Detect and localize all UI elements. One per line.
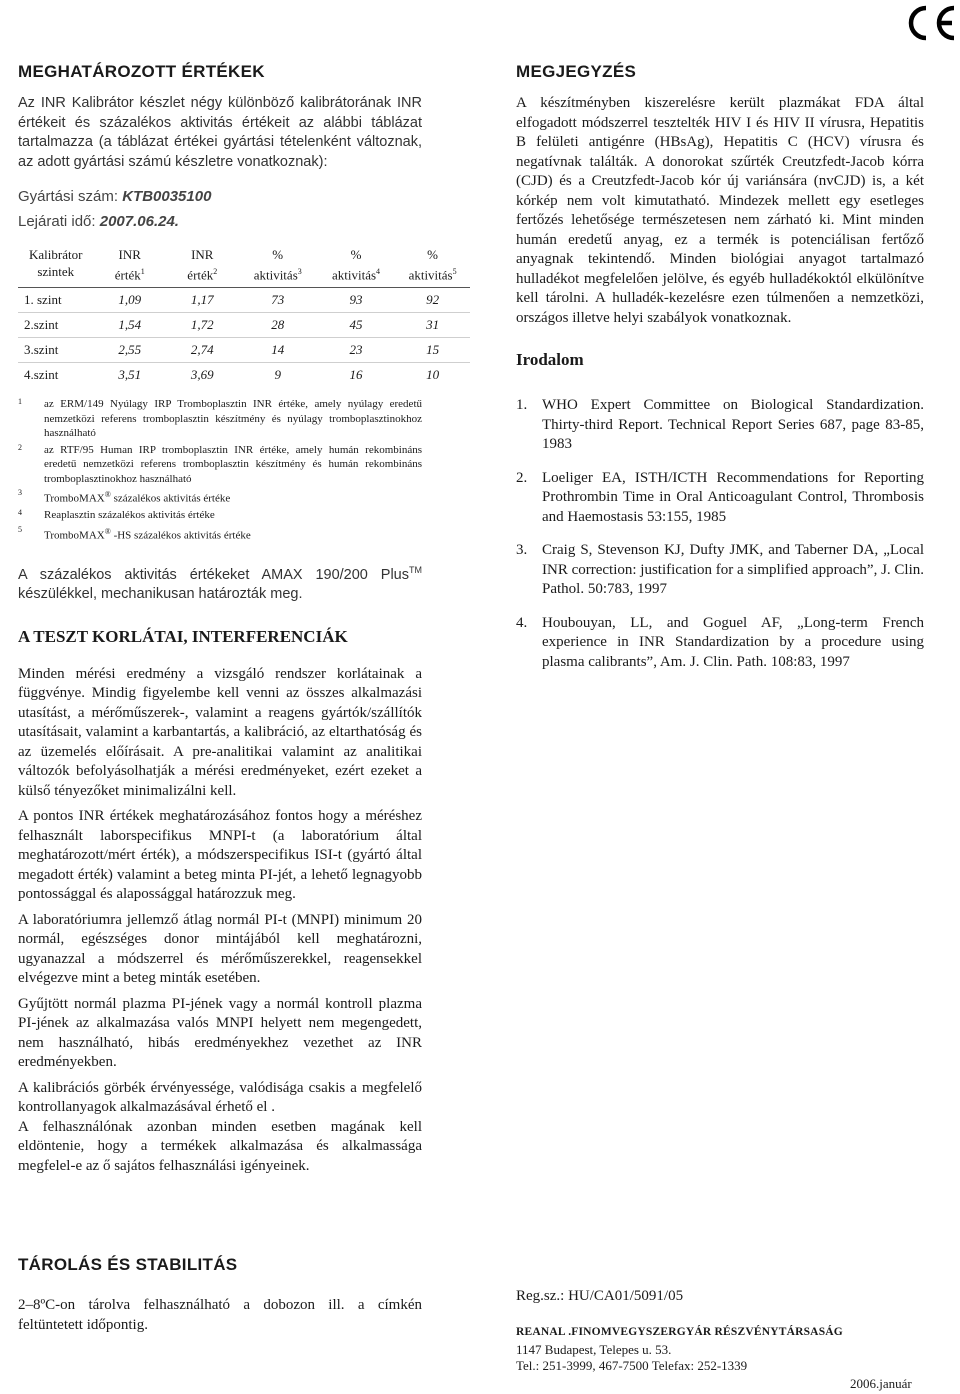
table-cell: 2,55 (93, 338, 166, 363)
footnote-number: 1 (18, 397, 22, 407)
expiry-value: 2007.06.24. (99, 213, 179, 230)
table-cell: 92 (395, 288, 470, 313)
document-date: 2006.január (850, 1376, 912, 1391)
table-header: % aktivitás$^4$ (332, 247, 381, 283)
table-cell: 1,17 (166, 288, 239, 313)
footnote (18, 443, 422, 487)
footnote-number: 3 (18, 488, 22, 498)
table-cell: 93 (317, 288, 395, 313)
limits-paragraph: A kalibrációs görbék érvényessége, valódisága csakis a megfelelő kontrollanyagok alkalmazásával érhető el . (18, 1079, 422, 1116)
table-cell: 3,69 (166, 363, 239, 388)
table-cell: 28 (239, 313, 317, 338)
amax-note: A százalékos aktivitás értékeket AMAX 190/200 Plus™ készülékkel, mechanikusan határozták meg. (18, 565, 422, 603)
table-row (18, 338, 470, 363)
reference-item (516, 469, 924, 528)
reference-number: 3. (516, 542, 528, 558)
footnote (18, 397, 422, 441)
reference-number: 4. (516, 614, 528, 631)
footnote-number: 5 (18, 524, 22, 534)
table-header: INR érték$^2$ (187, 247, 218, 283)
company-name: REANAL .FINOMVEGYSZERGYÁR RÉSZVÉNYTÁRSASÁG (516, 1326, 843, 1338)
footnote (18, 508, 422, 523)
limits-paragraph: Gyűjtött normál plazma PI-jének vagy a normál kontroll plazma PI-jének az alkalmazása valós MNPI helyett nem megengedett, nem használható, hibás eredményekhez vezethet az INR eredményekben. (18, 995, 422, 1071)
references-heading: Irodalom (516, 350, 584, 369)
registration-number: Reg.sz.: HU/CA01/5091/05 (516, 1288, 684, 1304)
table-row (18, 288, 470, 313)
ce-mark-logo (902, 2, 958, 44)
table-row (18, 313, 470, 338)
reference-number: 2. (516, 469, 528, 486)
note-paragraph: A készítményben kiszerelésre került plazmákat FDA által elfogadott módszerrel tesztelték HIV I és HIV II vírusra, Hepatitis B felületi antigénre (HBsAg), Hepatitis C (HCV) vírusra és negatívnak találták. A donorokat szűrték Creutzfedt-Jacob kórra (CJD) és a Creutzfedt-Jacob kór új variánsára (nvCJD) is, a két kórkép nem volt kimutatható. Mindezek mellett egy esetleges fertőzés lehetősége természetesen nem zárható ki. Mint minden humán eredetű anyag, ez a termék is potenciálisan fertőző anyagnak tekintendő. Minden biológiai anyagot tartalmazó hulladékot megfelelően jelölve, és egyéb hulladékoktól elkülönítve kell tárolni. A hulladék-kezelésre ezen túlmenően a nemzetközi, országos illetve helyi szabályok vonatkoznak. (516, 95, 924, 326)
calibrator-table (18, 246, 470, 387)
section-heading-values: MEGHATÁROZOTT ÉRTÉKEK (18, 62, 265, 81)
footnote-text: Reaplasztin százalékos aktivitás értéke (44, 509, 215, 522)
table-header: INR érték$^1$ (114, 247, 145, 283)
table-cell: 31 (395, 313, 470, 338)
lot-line (18, 186, 422, 207)
table-header: % aktivitás$^3$ (253, 247, 302, 283)
footnote-number: 4 (18, 508, 22, 518)
table-row (18, 363, 470, 388)
storage-text: 2–8ºC-on tárolva felhasználható a dobozon ill. a címkén feltüntetett időpontig. (18, 1297, 422, 1333)
intro-paragraph: Az INR Kalibrátor készlet négy különböző kalibrátorának INR értékeit és százalékos aktivitás értékeit az alábbi táblázat tartalmazza (a táblázat értékei gyártási tételenként változnak, az adott gyártási számú készletre vonatkoznak): (18, 95, 422, 170)
footnote (18, 488, 422, 506)
reference-item (516, 614, 924, 673)
table-cell: 16 (317, 363, 395, 388)
table-header: Kalibrátor szintek (29, 247, 83, 279)
left-column (18, 62, 457, 1176)
table-cell: 1. szint (18, 288, 93, 313)
table-header-row (18, 246, 470, 288)
table-cell: 1,72 (166, 313, 239, 338)
reference-text: Loeliger EA, ISTH/ICTH Recommendations for Reporting Prothrombin Time in Oral Anticoagulant Control, Thrombosis and Haemostasis 53:155, 1985 (542, 469, 924, 525)
table-cell: 14 (239, 338, 317, 363)
limits-paragraph: A laboratóriumra jellemző átlag normál PI-t (MNPI) minimum 20 normál, egészséges donor mintájából kell meghatározni, ugyanazzal a módszerrel és mérőműszerekkel, reagensekkel elvégezve mint a beteg minták esetében. (18, 911, 422, 987)
section-heading-note: MEGJEGYZÉS (516, 62, 637, 81)
table-cell: 3,51 (93, 363, 166, 388)
company-phone: Tel.: 251-3999, 467-7500 Telefax: 252-1339 (516, 1358, 748, 1373)
expiry-line (18, 211, 422, 232)
reference-text: WHO Expert Committee on Biological Standardization. Thirty-third Report. Technical Report Series 687, page 83-85, 1983 (542, 397, 924, 452)
expiry-label: Lejárati idő: (18, 213, 96, 230)
table-cell: 2.szint (18, 313, 93, 338)
limits-paragraph: A felhasználónak azonban minden esetben magának kell eldöntenie, hogy a termékek alkalmazása és alkalmassága megfelel-e az ő sajátos felhasználási igényeinek. (18, 1118, 422, 1174)
footnote-number: 2 (18, 442, 22, 452)
footnote (18, 525, 422, 543)
table-cell: 45 (317, 313, 395, 338)
table-cell: 73 (239, 288, 317, 313)
footnotes (18, 397, 422, 543)
table-cell: 10 (395, 363, 470, 388)
section-heading-storage: TÁROLÁS ÉS STABILITÁS (18, 1255, 238, 1274)
table-cell: 15 (395, 338, 470, 363)
right-column (516, 62, 924, 686)
reference-number: 1. (516, 397, 528, 413)
table-cell: 1,54 (93, 313, 166, 338)
lot-value: KTB0035100 (122, 188, 212, 205)
table-cell: 23 (317, 338, 395, 363)
footnote-text: TromboMAX® százalékos aktivitás értéke (44, 490, 231, 505)
table-cell: 4.szint (18, 363, 93, 388)
footnote-text: TromboMAX® -HS százalékos aktivitás értéke (44, 526, 251, 542)
table-cell: 9 (239, 363, 317, 388)
company-address: 1147 Budapest, Telepes u. 53. (516, 1342, 672, 1357)
table-cell: 1,09 (93, 288, 166, 313)
table-header: % aktivitás$^5$ (408, 247, 457, 283)
footnote-text: az ERM/149 Nyúlagy IRP Tromboplasztin INR értéke, amely nyúlagy eredetű nemzetközi referens tromboplasztin készítmény és nyúlagy tromboplasztinokhoz használható (44, 398, 422, 440)
reference-item (516, 396, 924, 455)
table-cell: 3.szint (18, 338, 93, 363)
limits-paragraph: A pontos INR értékek meghatározásához fontos hogy a méréshez felhasznált laborspecifikus MNPI-t (a laboratórium által meghatározott/mért érték), a módszerspecifikus ISI-t (gyártó által megadott érték) valamint a beteg minta PI-jét, a lehető legnagyobb pontossággal és alapossággal határozzuk meg. (18, 808, 422, 903)
footnote-text: az RTF/95 Human IRP tromboplasztin INR értéke, amely humán rekombináns eredetű nemzetközi referens tromboplasztin készítmény és humán rekombináns tromboplasztinokhoz használható (44, 443, 422, 485)
reference-text: Houbouyan, LL, and Goguel AF, „Long-term French experience in INR Standardization by a procedure using plasma calibrants”, Am. J. Clin. Path. 108:83, 1997 (542, 614, 924, 670)
reference-text: Craig S, Stevenson KJ, Dufty JMK, and Taberner DA, „Local INR correction: justification for a simplified approach”, J. Clin. Pathol. 50:783, 1997 (542, 542, 924, 597)
reference-item (516, 541, 924, 600)
table-cell: 2,74 (166, 338, 239, 363)
limits-paragraph: Minden mérési eredmény a vizsgáló rendszer korlátainak a függvénye. Mindig figyelembe kell venni az összes alkalmazási utasítást, a mérőműszerek-, valamint a reagens gyártók/szállítók utasításait, valamint a karbantartás, a kalibráció, az eltarthatóság és az üzemelés előírásait. A pre-analitikai valamint az analitikai változók befolyásolhatják a mérési eredményeket, ezért ezeket a külső tényezőket minimalizálni kell. (18, 665, 422, 799)
lot-label: Gyártási szám: (18, 188, 119, 205)
section-heading-limits: A TESZT KORLÁTAI, INTERFERENCIÁK (18, 626, 348, 646)
